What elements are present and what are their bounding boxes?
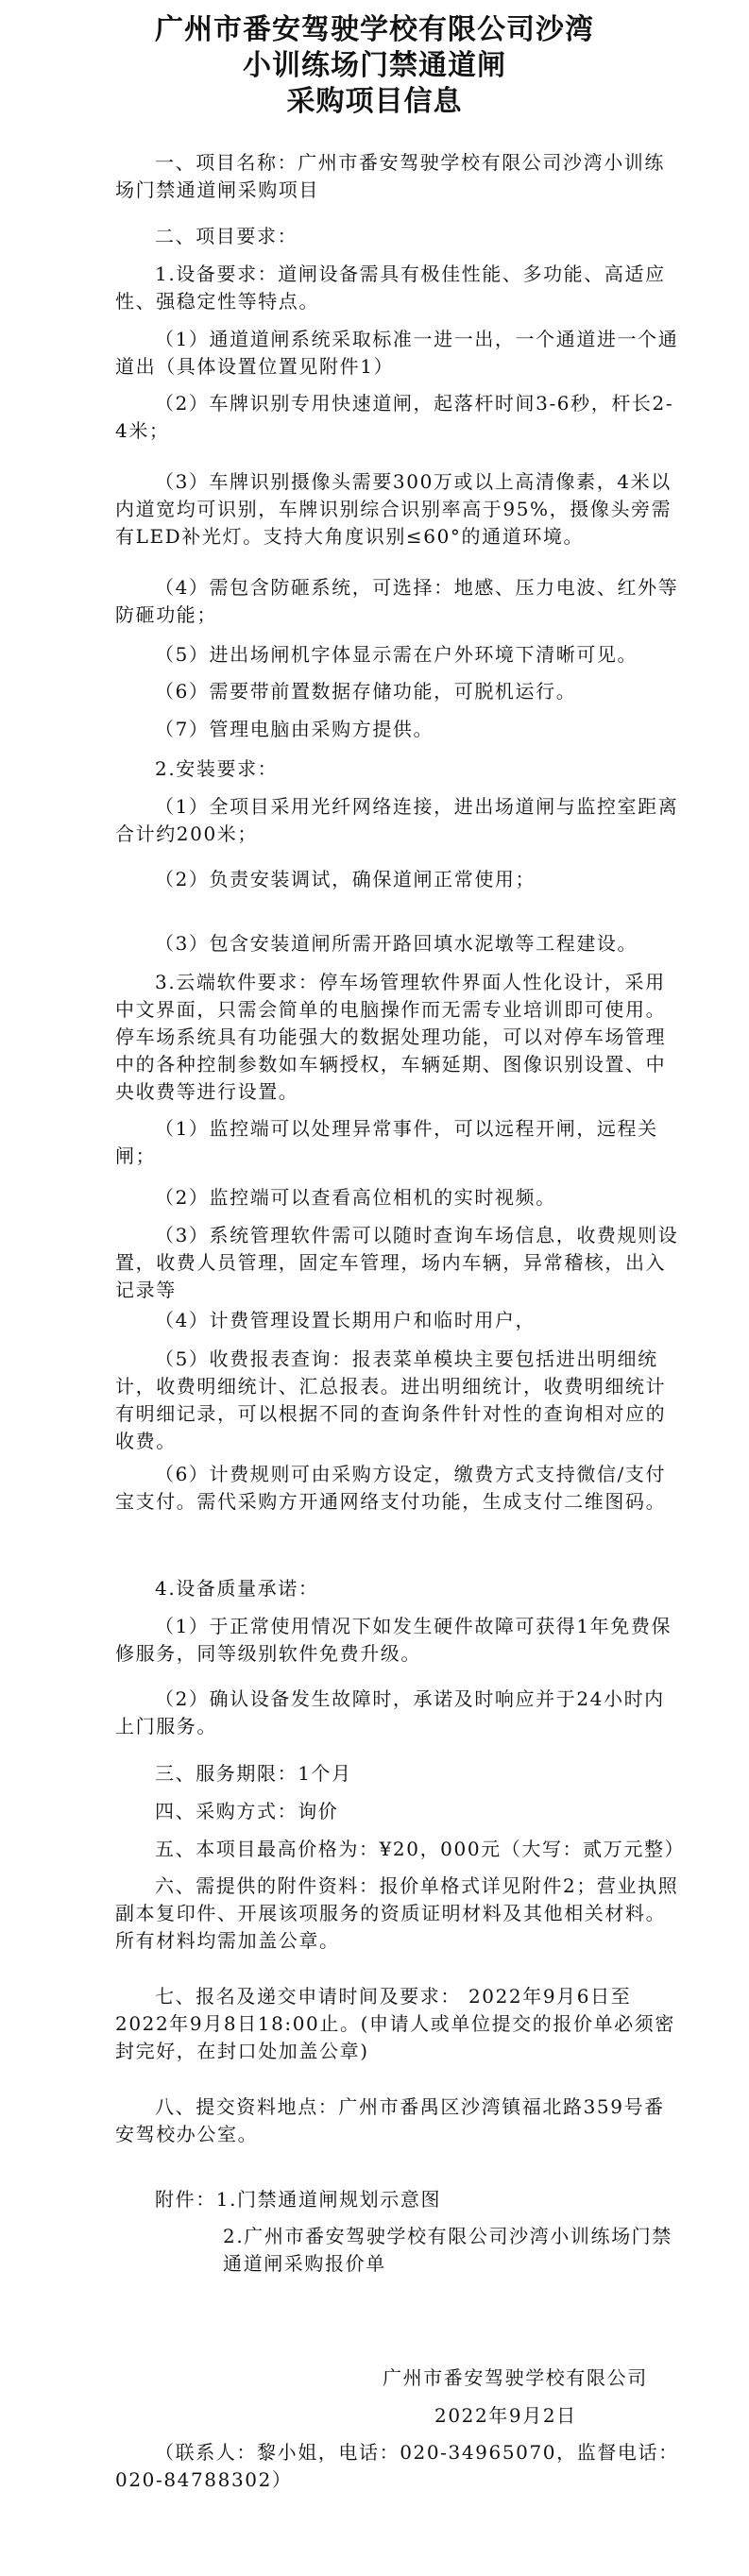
req-2-item-1: （1）全项目采用光纤网络连接，进出场道闸与监控室距离合计约200米； bbox=[115, 795, 679, 845]
req-2-item-3: （3）包含安装道闸所需开路回填水泥墩等工程建设。 bbox=[155, 932, 638, 955]
req-4-item-1: （1）于正常使用情况下如发生硬件故障可获得1年免费保修服务，同等级别软件免费升级。 bbox=[115, 1615, 672, 1665]
req-3-item-6: （6）计费规则可由采购方设定，缴费方式支持微信/支付宝支付。需代采购方开通网络支付功能，生成支付二维图码。 bbox=[115, 1463, 667, 1513]
req-1-item-1: （1）通道道闸系统采取标准一进一出，一个通道进一个通道出（具体设置位置见附件1） bbox=[115, 328, 679, 378]
section-2-heading: 二、项目要求： bbox=[155, 225, 298, 247]
req-3-item-5: （5）收费报表查询：报表菜单模块主要包括进出明细统计，收费明细统计、汇总报表。进出明细统计，收费明细统计有明细记录，可以根据不同的查询条件针对性的查询相对应的收费。 bbox=[115, 1347, 667, 1452]
issue-date: 2022年9月2日 bbox=[434, 2404, 577, 2427]
req-1-item-5: （5）进出场闸机字体显示需在户外环境下清晰可见。 bbox=[155, 643, 638, 666]
req-3-cloud-software: 3.云端软件要求：停车场管理软件界面人性化设计，采用中文界面，只需会简单的电脑操作而无需专业培训即可使用。停车场系统具有功能强大的数据处理功能，可以对停车场管理中的各种控制参数如车辆授权，车辆延期、图像识别设置、中央收费等进行设置。 bbox=[115, 971, 667, 1103]
doc-title-line-3: 采购项目信息 bbox=[286, 85, 463, 118]
req-3-item-1: （1）监控端可以处理异常事件，可以远程开闸，远程关闸； bbox=[115, 1117, 658, 1167]
req-1-item-7: （7）管理电脑由采购方提供。 bbox=[155, 718, 434, 740]
section-7-registration: 七、报名及递交申请时间及要求： 2022年9月6日至2022年9月8日18:00止。(申请人或单位提交的报价单必须密封完好，在封口处加盖公章) bbox=[115, 1985, 675, 2062]
section-8-submission-location: 八、提交资料地点：广州市番禺区沙湾镇福北路359号番安驾校办公室。 bbox=[115, 2095, 665, 2145]
doc-title-line-2: 小训练场门禁通道闸 bbox=[243, 49, 506, 82]
attachment-1: 附件：1.门禁通道闸规划示意图 bbox=[155, 2188, 442, 2211]
section-1-project-name: 一、项目名称：广州市番安驾驶学校有限公司沙湾小训练场门禁通道闸采购项目 bbox=[115, 151, 665, 201]
section-4-procurement-method: 四、采购方式：询价 bbox=[155, 1800, 339, 1822]
issuing-organization: 广州市番安驾驶学校有限公司 bbox=[383, 2366, 648, 2389]
req-4-quality: 4.设备质量承诺： bbox=[155, 1577, 319, 1600]
req-1-equipment: 1.设备要求：道闸设备需具有极佳性能、多功能、高适应性、强稳定性等特点。 bbox=[115, 263, 666, 313]
req-2-item-2: （2）负责安装调试，确保道闸正常使用； bbox=[155, 868, 536, 890]
section-6-required-attachments: 六、需提供的附件资料：报价单格式详见附件2；营业执照副本复印件、开展该项服务的资质证明材料及其他相关材料。所有材料均需加盖公章。 bbox=[115, 1874, 679, 1952]
req-3-item-4: （4）计费管理设置长期用户和临时用户， bbox=[155, 1309, 536, 1331]
req-4-item-2: （2）确认设备发生故障时，承诺及时响应并于24小时内上门服务。 bbox=[115, 1687, 665, 1737]
req-1-item-6: （6）需要带前置数据存储功能，可脱机运行。 bbox=[155, 680, 577, 703]
section-5-max-price: 五、本项目最高价格为：¥20，000元（大写：贰万元整） bbox=[155, 1838, 686, 1860]
req-3-item-3: （3）系统管理软件需可以随时查询车场信息，收费规则设置，收费人员管理，固定车管理，场内车辆，异常稽核，出入记录等 bbox=[115, 1224, 679, 1301]
doc-title-line-1: 广州市番安驾驶学校有限公司沙湾 bbox=[155, 13, 594, 46]
req-1-item-4: （4）需包含防砸系统，可选择：地感、压力电波、红外等防砸功能； bbox=[115, 576, 679, 626]
req-1-item-2: （2）车牌识别专用快速道闸，起落杆时间3-6秒，杆长2-4米； bbox=[115, 392, 674, 442]
section-3-service-period: 三、服务期限：1个月 bbox=[155, 1762, 352, 1785]
req-2-installation: 2.安装要求： bbox=[155, 757, 279, 780]
req-3-item-2: （2）监控端可以查看高位相机的实时视频。 bbox=[155, 1186, 556, 1209]
attachment-2: 2.广州市番安驾驶学校有限公司沙湾小训练场门禁通道闸采购报价单 bbox=[223, 2225, 672, 2275]
req-1-item-3: （3）车牌识别摄像头需要300万或以上高清像素，4米以内道宽均可识别，车牌识别综合识别率高于95%，摄像头旁需有LED补光灯。支持大角度识别≤60°的通道环境。 bbox=[115, 470, 672, 548]
contact-info: （联系人：黎小姐，电话：020-34965070，监督电话：020-84788302） bbox=[115, 2441, 679, 2491]
